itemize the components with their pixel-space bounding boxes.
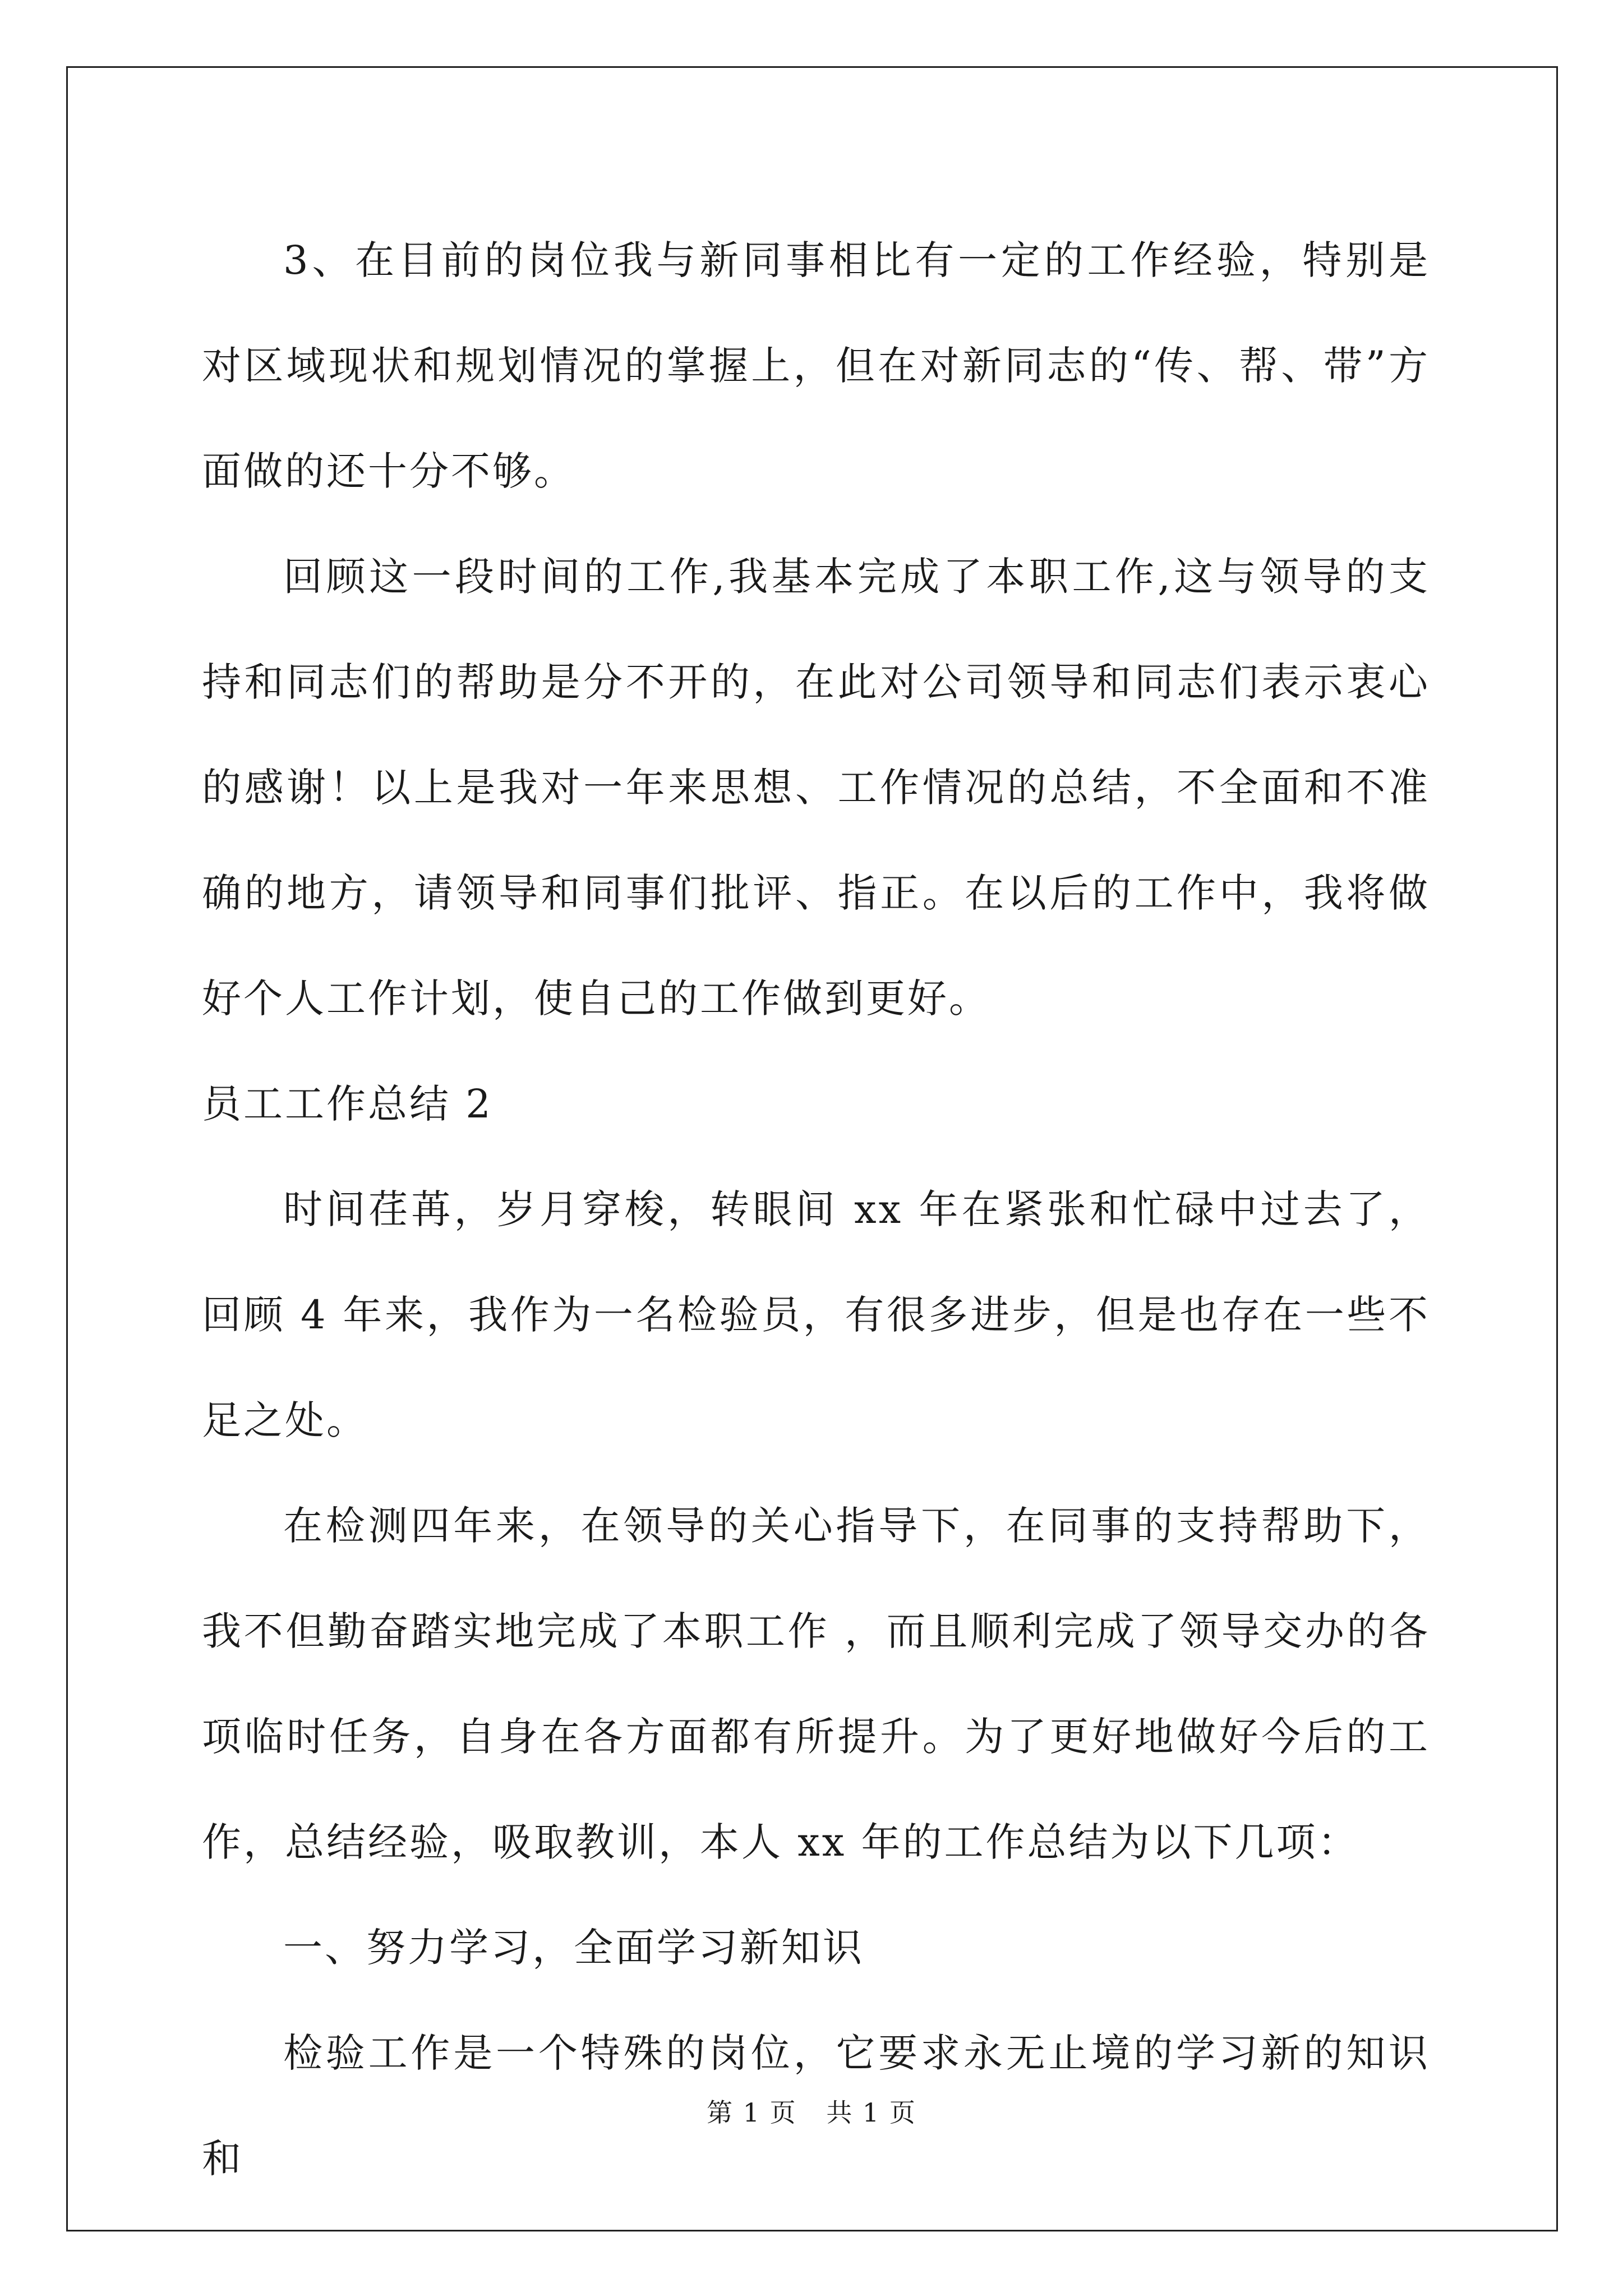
- paragraph-3: 时间荏苒，岁月穿梭，转眼间 xx 年在紧张和忙碌中过去了，回顾 4 年来，我作为一名检验员，有很多进步，但是也存在一些不足之处。: [202, 1186, 1430, 1443]
- document-body: [202, 208, 1430, 2211]
- paragraph-1: 3、在目前的岗位我与新同事相比有一定的工作经验，特别是对区域现状和规划情况的掌握上，但在对新同志的“传、帮、带”方面做的还十分不够。: [202, 237, 1430, 494]
- paragraph-4: 在检测四年来，在领导的关心指导下，在同事的支持帮助下，我不但勤奋踏实地完成了本职工作 ，而且顺利完成了领导交办的各项临时任务，自身在各方面都有所提升。为了更好地做好今后的工作，总结经验，吸取教训，本人 xx 年的工作总结为以下几项：: [202, 1503, 1430, 1865]
- page-total: 共 1 页: [826, 2097, 916, 2128]
- section-heading: 员工工作总结 2: [202, 1081, 493, 1127]
- paragraph-2: 回顾这一段时间的工作,我基本完成了本职工作,这与领导的支持和同志们的帮助是分不开的，在此对公司领导和同志们表示衷心的感谢！以上是我对一年来思想、工作情况的总结，不全面和不准确的地方，请领导和同事们批评、指正。在以后的工作中，我将做好个人工作计划，使自己的工作做到更好。: [202, 554, 1430, 1022]
- paragraph-5: 一、努力学习，全面学习新知识: [283, 1925, 864, 1971]
- paragraph-6: 检验工作是一个特殊的岗位，它要求永无止境的学习新的知识和: [202, 2030, 1430, 2182]
- page-footer: [0, 2092, 1623, 2129]
- page-number: 第 1 页: [707, 2097, 797, 2128]
